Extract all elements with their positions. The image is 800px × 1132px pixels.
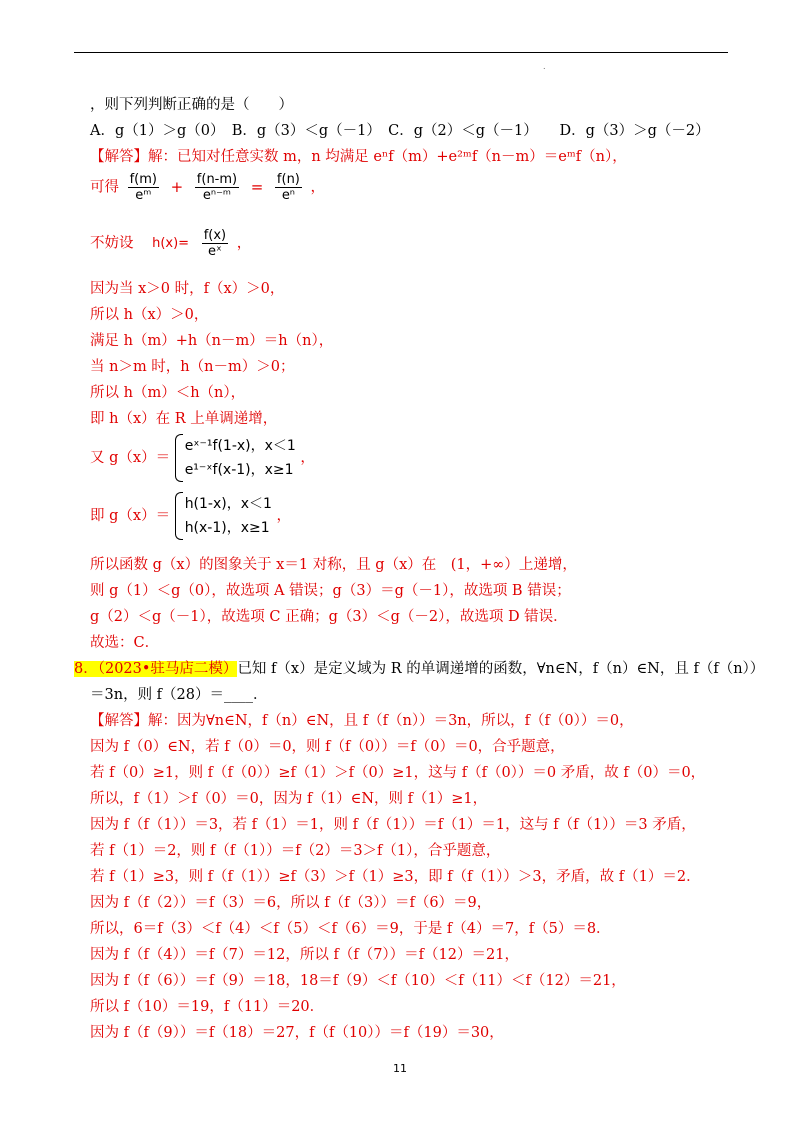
fraction-3: $\frac{f(n)}{\text{eⁿ}}$ (276, 172, 300, 203)
page-number: 11 (393, 1062, 407, 1075)
question-tail: ，则下列判断正确的是（ ） (90, 97, 293, 113)
g-piecewise-1: 又 g（x）＝ eˣ⁻¹f(1-x)，x＜1 e¹⁻ˣf(x-1)，x≥1 ， (90, 434, 315, 482)
question-8-text-2: ＝3n，则 f（28）＝____． (90, 687, 268, 703)
piecewise-1: eˣ⁻¹f(1-x)，x＜1 e¹⁻ˣf(x-1)，x≥1 (175, 434, 296, 482)
g2-lead: 即 g（x）＝ (90, 508, 171, 524)
equals-sign: = (250, 177, 264, 196)
solution-11: 因为 f（f（6））＝f（9）＝18，18＝f（9）＜f（10）＜f（11）＜f（12）＝21， (90, 973, 626, 989)
h-definition (90, 228, 251, 259)
solution-1: 【解答】解：因为∀n∈N，f（n）∈N，且 f（f（n））＝3n，所以，f（f（0））＝0， (90, 713, 634, 729)
solution-4: 所以，f（1）＞f（0）＝0，因为 f（1）∈N，则 f（1）≥1， (90, 791, 488, 807)
line-5: 所以 h（m）＜h（n）， (90, 385, 246, 401)
solution-6: 若 f（1）＝2，则 f（f（1））＝f（2）＝3＞f（1），合乎题意， (90, 843, 501, 859)
fraction-2: $\frac{f(n-m)}{\text{eⁿ⁻ᵐ}}$ (196, 172, 238, 203)
line-7: 所以函数 g（x）的图象关于 x＝1 对称，且 g（x）在 (1，+∞）上递增， (90, 557, 577, 573)
header-rule (74, 52, 728, 53)
solution-2: 因为 f（0）∈N，若 f（0）＝0，则 f（f（0））＝f（0）＝0，合乎题意， (90, 739, 565, 755)
header-dot: . (543, 62, 546, 71)
solution-3: 若 f（0）≥1，则 f（f（0））≥f（1）＞f（0）≥1，这与 f（f（0））＝0 矛盾，故 f（0）＝0， (90, 765, 706, 781)
question-8-source-tag: 8．（2023•驻马店二模） (74, 661, 238, 677)
solution-5: 因为 f（f（1））＝3，若 f（1）＝1，则 f（f（1））＝f（1）＝1，这与 f（f（1））＝3 矛盾， (90, 817, 696, 833)
comma-2: ， (236, 235, 252, 252)
g-piecewise-2: 即 g（x）＝ h(1-x)，x＜1 h(x-1)，x≥1 ， (90, 492, 291, 540)
plus-sign: + (170, 177, 184, 196)
options-line: A．g（1）＞g（0） B．g（3）＜g（－1） C．g（2）＜g（－1） D．g（3）＞g（－2） (90, 123, 710, 139)
line-9: g（2）＜g（－1），故选项 C 正确；g（3）＜g（－2），故选项 D 错误． (90, 609, 568, 625)
brace-icon (175, 434, 183, 482)
comma: ， (310, 179, 325, 196)
line-8: 则 g（1）＜g（0），故选项 A 错误；g（3）＝g（－1），故选项 B 错误； (90, 583, 571, 599)
line-2: 所以 h（x）＞0， (90, 307, 209, 323)
answer-line-1: 【解答】解：已知对任意实数 m，n 均满足 eⁿf（m）+e²ᵐf（n－m）＝eᵐf（n）， (90, 149, 627, 165)
solution-13: 因为 f（f（9））＝f（18）＝27，f（f（10））＝f（19）＝30， (90, 1025, 504, 1041)
solution-7: 若 f（1）≥3，则 f（f（1））≥f（3）＞f（1）≥3，即 f（f（1））＞3，矛盾，故 f（1）＝2． (90, 869, 701, 885)
brace-icon (175, 492, 183, 540)
line-6: 即 h（x）在 R 上单调递增， (90, 411, 278, 427)
question-8-text: 已知 f（x）是定义域为 R 的单调递增的函数，∀n∈N，f（n）∈N，且 f（f（n）） (237, 661, 765, 677)
line-1: 因为当 x＞0 时，f（x）＞0， (90, 281, 285, 297)
bufang-label: 不妨设 (90, 235, 134, 252)
fraction-equation (90, 172, 325, 203)
line-4: 当 n＞m 时，h（n－m）＞0； (90, 359, 295, 375)
fraction-1: $\frac{f(m)}{\text{eᵐ}}$ (129, 172, 157, 203)
solution-12: 所以 f（10）＝19，f（11）＝20． (90, 999, 325, 1015)
solution-8: 因为 f（f（2））＝f（3）＝6，所以 f（f（3））＝f（6）＝9， (90, 895, 492, 911)
solution-10: 因为 f（f（4））＝f（7）＝12，所以 f（f（7））＝f（12）＝21， (90, 947, 519, 963)
solution-9: 所以，6＝f（3）＜f（4）＜f（5）＜f（6）＝9，于是 f（4）＝7，f（5）＝8． (90, 921, 611, 937)
kede-label: 可得 (90, 179, 119, 196)
piecewise-2: h(1-x)，x＜1 h(x-1)，x≥1 (175, 492, 272, 540)
question-8 (74, 660, 764, 678)
h-fraction: $\frac{f(x)}{\text{eˣ}}$ (203, 228, 227, 259)
line-3: 满足 h（m）+h（n－m）＝h（n）， (90, 333, 334, 349)
h-lhs: h(x)= (152, 236, 190, 251)
g1-lead: 又 g（x）＝ (90, 450, 171, 466)
line-10: 故选：C． (90, 635, 160, 651)
